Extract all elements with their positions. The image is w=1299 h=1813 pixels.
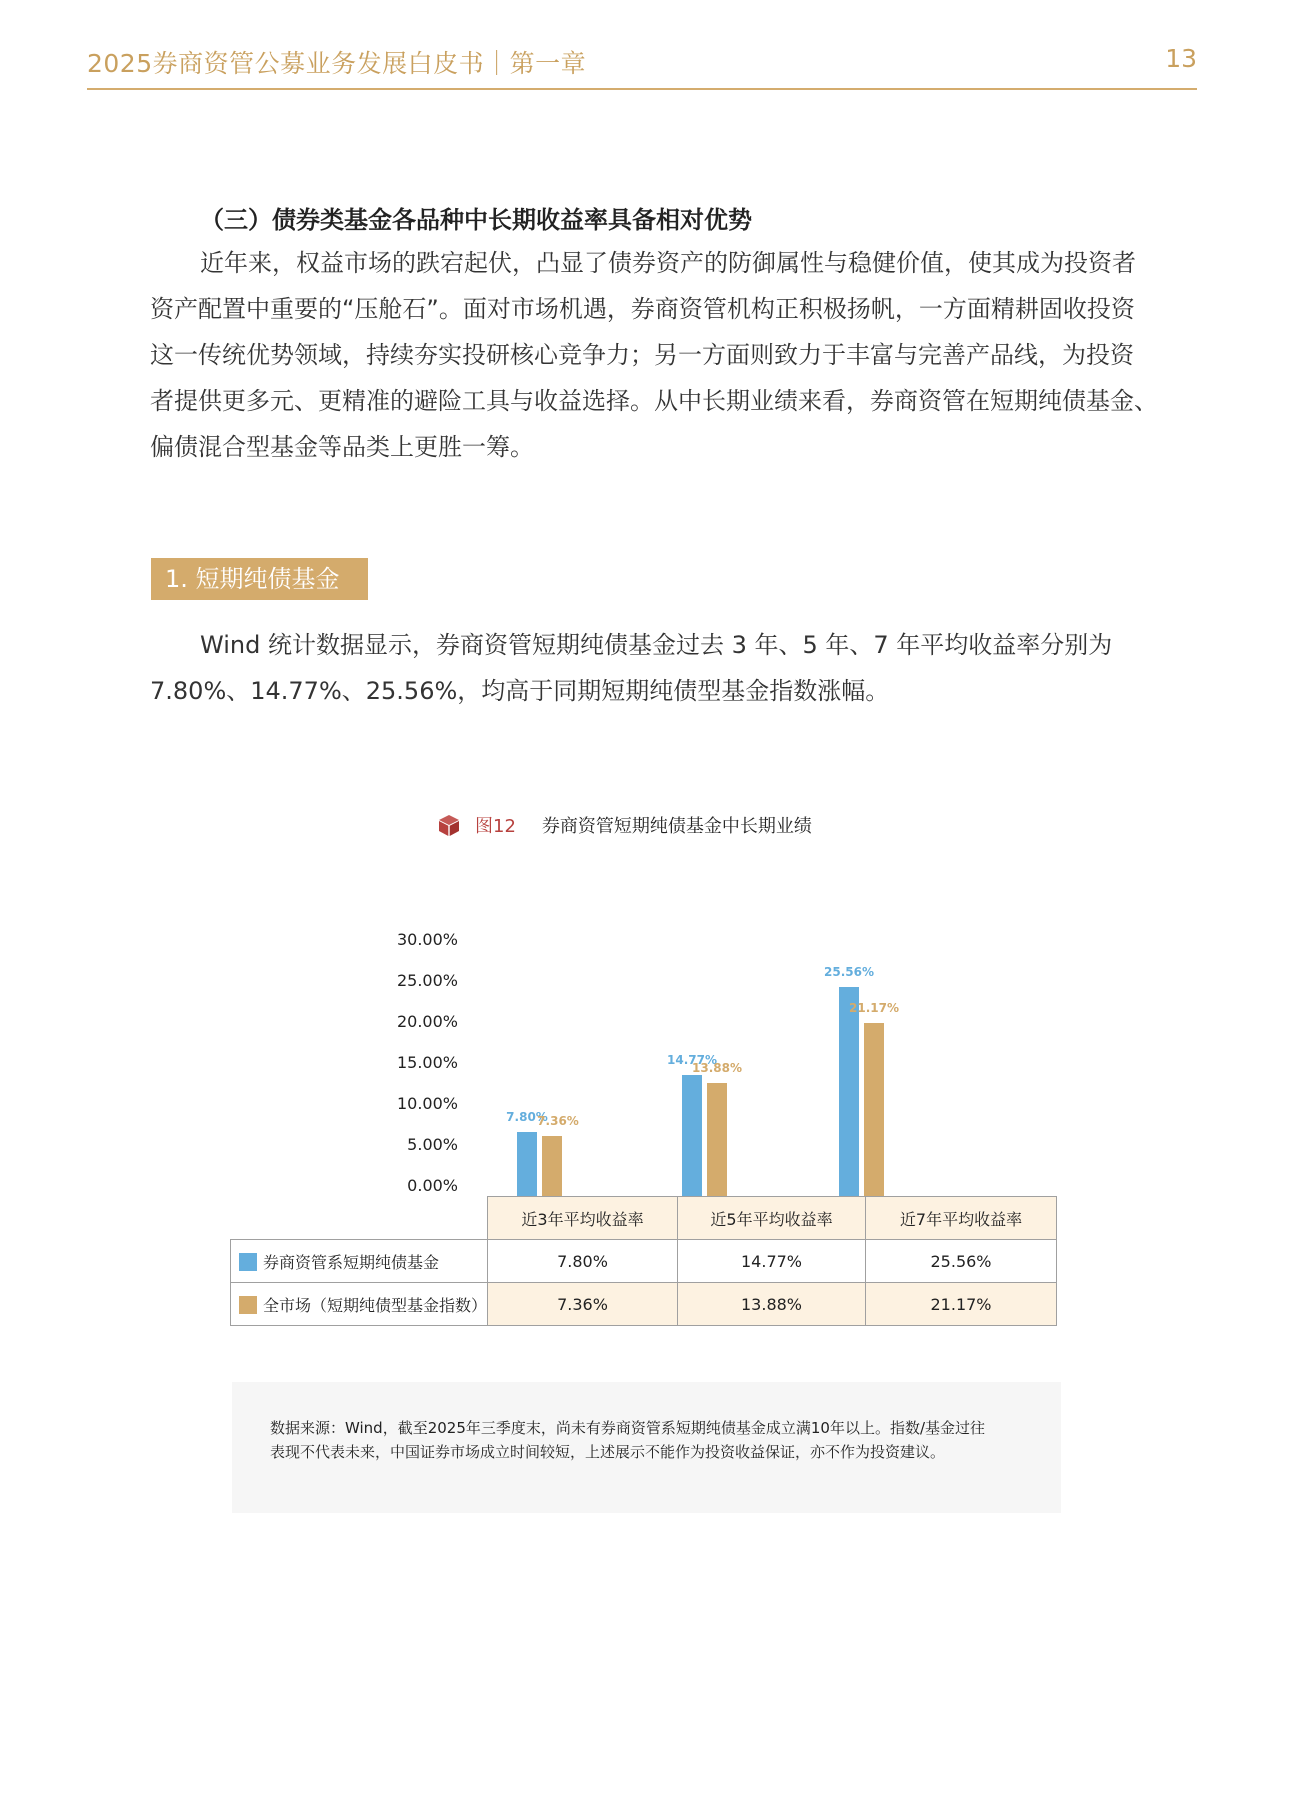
bar-value-label: 21.17% bbox=[849, 1001, 899, 1016]
table-header-cell: 近5年平均收益率 bbox=[678, 1197, 866, 1240]
legend-item-series-1 bbox=[231, 1240, 488, 1283]
bar-market-index bbox=[707, 1083, 727, 1196]
table-cell: 25.56% bbox=[866, 1240, 1057, 1283]
bar-broker-fund bbox=[682, 1075, 702, 1196]
table-corner bbox=[231, 1197, 488, 1240]
paragraph-line: 7.80%、14.77%、25.56%，均高于同期短期纯债型基金指数涨幅。 bbox=[150, 677, 890, 705]
y-tick: 0.00% bbox=[407, 1176, 458, 1195]
y-tick: 25.00% bbox=[396, 971, 458, 990]
y-tick: 20.00% bbox=[396, 1012, 458, 1031]
cube-icon bbox=[437, 813, 461, 837]
source-line: 表现不代表未来，中国证券市场成立时间较短，上述展示不能作为投资收益保证，亦不作为投资建议。 bbox=[270, 1443, 946, 1461]
table-row bbox=[231, 1240, 1057, 1283]
table-cell: 7.80% bbox=[488, 1240, 678, 1283]
bar-market-index bbox=[542, 1136, 562, 1196]
bar-value-label: 13.88% bbox=[692, 1060, 742, 1075]
bar-value-label: 14.77% bbox=[667, 1053, 717, 1068]
section-title: （三）债券类基金各品种中长期收益率具备相对优势 bbox=[200, 206, 752, 234]
page-number: 13 bbox=[1165, 44, 1197, 73]
legend-swatch-gold bbox=[239, 1296, 257, 1314]
legend-label: 全市场（短期纯债型基金指数） bbox=[263, 1295, 488, 1315]
legend-swatch-blue bbox=[239, 1253, 257, 1271]
chart-data-table bbox=[230, 1196, 1057, 1326]
table-cell: 14.77% bbox=[678, 1240, 866, 1283]
table-header-cell: 近3年平均收益率 bbox=[488, 1197, 678, 1240]
paragraph-line: 者提供更多元、更精准的避险工具与收益选择。从中长期业绩来看，券商资管在短期纯债基金、 bbox=[150, 387, 1158, 415]
table-header-cell: 近7年平均收益率 bbox=[866, 1197, 1057, 1240]
bar-value-label: 7.36% bbox=[537, 1113, 579, 1128]
table-cell: 7.36% bbox=[488, 1283, 678, 1326]
paragraph-line: 资产配置中重要的“压舱石”。面对市场机遇，券商资管机构正积极扬帆，一方面精耕固收投资 bbox=[150, 295, 1135, 323]
table-cell: 13.88% bbox=[678, 1283, 866, 1326]
source-line: 数据来源：Wind，截至2025年三季度末，尚未有券商资管系短期纯债基金成立满10年以上。指数/基金过往 bbox=[270, 1419, 986, 1437]
table-row bbox=[231, 1283, 1057, 1326]
paragraph-line: 近年来，权益市场的跌宕起伏，凸显了债券资产的防御属性与稳健价值，使其成为投资者 bbox=[200, 249, 1136, 277]
document-header-title: 2025券商资管公募业务发展白皮书｜第一章 bbox=[87, 49, 587, 78]
subsection-paragraph bbox=[150, 622, 1112, 714]
legend-item-series-2 bbox=[231, 1283, 488, 1326]
table-cell: 21.17% bbox=[866, 1283, 1057, 1326]
figure-title: 券商资管短期纯债基金中长期业绩 bbox=[541, 816, 812, 837]
bar-value-label: 25.56% bbox=[824, 965, 874, 980]
legend-label: 券商资管系短期纯债基金 bbox=[263, 1252, 440, 1272]
y-tick: 10.00% bbox=[396, 1094, 458, 1113]
figure-caption bbox=[437, 812, 812, 838]
y-tick: 30.00% bbox=[396, 930, 458, 949]
bar-broker-fund bbox=[839, 987, 859, 1196]
subsection-badge: 1. 短期纯债基金 bbox=[151, 558, 368, 600]
paragraph-line: 偏债混合型基金等品类上更胜一筹。 bbox=[150, 433, 534, 461]
section-paragraph bbox=[150, 240, 1158, 470]
bar-market-index bbox=[864, 1023, 884, 1196]
bar-value-label: 7.80% bbox=[506, 1110, 548, 1125]
source-note bbox=[232, 1382, 1061, 1513]
paragraph-line: Wind 统计数据显示，券商资管短期纯债基金过去 3 年、5 年、7 年平均收益率分别为 bbox=[200, 631, 1113, 659]
y-tick: 15.00% bbox=[396, 1053, 458, 1072]
bar-broker-fund bbox=[517, 1132, 537, 1196]
paragraph-line: 这一传统优势领域，持续夯实投研核心竞争力；另一方面则致力于丰富与完善产品线，为投资 bbox=[150, 341, 1134, 369]
y-tick: 5.00% bbox=[407, 1135, 458, 1154]
figure-number: 图12 bbox=[475, 816, 516, 837]
header-divider bbox=[87, 88, 1197, 90]
